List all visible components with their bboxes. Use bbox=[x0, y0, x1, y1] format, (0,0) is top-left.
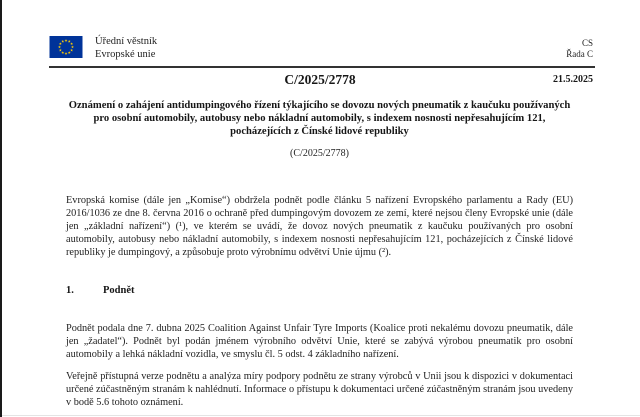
publication-title-line1: Úřední věstník bbox=[95, 36, 158, 47]
section-1-number: 1. bbox=[66, 285, 74, 296]
section-1-paragraph: Veřejně přístupná verze podnětu a analýza míry podpory podnětu ze strany výrobců v Unii jsou k dispozici v dokumentaci určené zúčastněným stranám k nahlédnutí. Informace o přístupu k dokumentaci určené zúčastněným stranám jsou uvedeny v bodě 5.6 tohoto oznámení. bbox=[66, 371, 573, 409]
publication-date: 21.5.2025 bbox=[553, 74, 593, 85]
document-number: C/2025/2778 bbox=[284, 72, 356, 87]
language-code: CS bbox=[581, 38, 593, 48]
edition-info bbox=[566, 38, 593, 59]
notice-reference: (C/2025/2778) bbox=[290, 148, 349, 159]
series-label: Řada C bbox=[566, 48, 593, 59]
publication-title-line2: Evropské unie bbox=[95, 48, 156, 60]
section-1-title: Podnět bbox=[103, 285, 135, 296]
notice-title: Oznámení o zahájení antidumpingového řízení týkajícího se dovozu nových pneumatik z kaučuku používaných pro osobní automobily, autobusy nebo nákladní automobily, s indexem nosnosti nepřesahujícím 121, pocházejících z Čínské lidové republiky bbox=[68, 100, 571, 137]
eu-flag-icon bbox=[49, 36, 83, 58]
masthead-rule bbox=[49, 66, 595, 68]
publication-title bbox=[95, 36, 157, 61]
section-1-paragraph: Podnět podala dne 7. dubna 2025 Coalition Against Unfair Tyre Imports (Koalice proti nekalému dovozu pneumatik, dále jen „žadatel“). Podnět byl podán jménem výrobního odvětví Unie, které se zabývá výrobou pneumatik pro osobní automobily a lehká nákladní vozidla, ve smyslu čl. 5 odst. 4 základního nařízení. bbox=[66, 323, 573, 361]
page-bottom-border bbox=[2, 415, 640, 416]
intro-paragraph: Evropská komise (dále jen „Komise“) obdržela podnět podle článku 5 nařízení Evropského parlamentu a Rady (EU) 2016/1036 ze dne 8. června 2016 o ochraně před dumpingovým dovozem ze zemí, které nejsou členy Evropské unie (dále jen „základní nařízení“) (¹), ve kterém se uvádí, že dovoz nových pneumatik z kaučuku používaných pro osobní automobily, autobusy nebo nákladní automobily, s indexem nosnosti nepřesahujícím 121, pocházejících z Čínské lidové republiky je dumpingový, a způsobuje proto výrobnímu odvětví Unie újmu (²). bbox=[66, 195, 573, 259]
page-left-border bbox=[0, 0, 2, 417]
section-1-heading bbox=[66, 285, 135, 296]
